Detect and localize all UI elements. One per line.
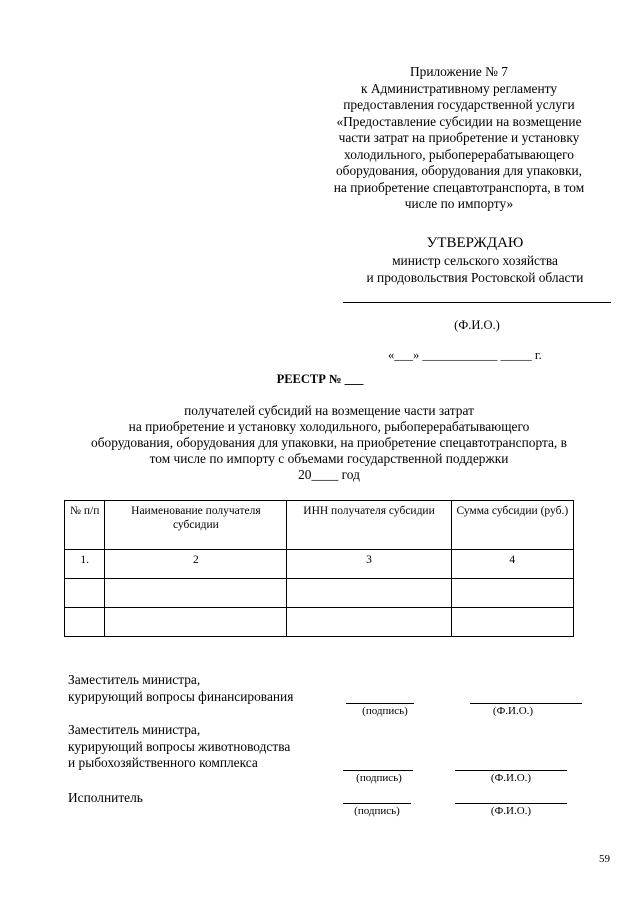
table-cell [451, 579, 573, 608]
header-recipient-name: Наименование получателя субсидии [105, 501, 287, 550]
table-cell [105, 608, 287, 637]
approval-signature-line [343, 302, 611, 303]
page-number: 59 [599, 853, 610, 865]
label-line: курирующий вопросы животноводства [68, 738, 291, 754]
subtitle-line: 20____ год [298, 467, 360, 482]
executor-signature-line [343, 803, 411, 804]
table-cell: 1. [65, 550, 105, 579]
table-row [65, 579, 574, 608]
table-cell [287, 608, 451, 637]
appendix-line: Приложение № 7 [409, 64, 509, 79]
table-cell: 2 [105, 550, 287, 579]
executor-label: Исполнитель [68, 790, 143, 805]
table-cell: 4 [451, 550, 573, 579]
livestock-fio-line [455, 770, 567, 771]
finance-signature-caption: (подпись) [362, 705, 408, 717]
appendix-line: оборудования, оборудования для упаковки, [335, 163, 583, 178]
header-number: № п/п [65, 501, 105, 550]
approval-position: министр сельского хозяйства [392, 253, 558, 268]
subtitle-line: на приобретение и установку холодильного, рыбоперерабатывающего [128, 419, 530, 434]
executor-signature-caption: (подпись) [354, 805, 400, 817]
table-cell [65, 608, 105, 637]
table-cell [65, 579, 105, 608]
registry-title: РЕЕСТР № ___ [276, 372, 364, 386]
table-cell: 3 [287, 550, 451, 579]
label-line: и рыбохозяйственного комплекса [68, 755, 258, 770]
approval-date: «___» ____________ _____ г. [388, 348, 542, 362]
finance-fio-caption: (Ф.И.О.) [492, 705, 534, 717]
appendix-line: числе по импорту» [404, 196, 514, 211]
table-cell [105, 579, 287, 608]
appendix-line: холодильного, рыбоперерабатывающего [344, 146, 574, 162]
approval-block [330, 234, 620, 286]
appendix-line: на приобретение спецавтотранспорта, в том [333, 179, 585, 195]
label-line: курирующий вопросы финансирования [68, 688, 294, 704]
header-inn: ИНН получателя субсидии [287, 501, 451, 550]
table-cell [451, 608, 573, 637]
label-line: Заместитель министра, [68, 672, 201, 687]
appendix-line: к Административному регламенту [360, 80, 558, 96]
table-cell [287, 579, 451, 608]
subtitle-line: том числе по импорту с объемами государственной поддержки [149, 451, 509, 466]
appendix-line: «Предоставление субсидии на возмещение [336, 113, 582, 129]
appendix-line: предоставления государственной услуги [343, 97, 575, 112]
executor-fio-caption: (Ф.И.О.) [490, 805, 532, 817]
subtitle-line: получателей субсидий на возмещение части затрат [184, 403, 474, 418]
subtitle-line: оборудования, оборудования для упаковки, на приобретение спецавтотранспорта, в [91, 435, 567, 450]
table-number-row [65, 550, 574, 579]
appendix-header [314, 64, 604, 213]
livestock-signature-line [343, 770, 413, 771]
table-row [65, 608, 574, 637]
executor-fio-line [455, 803, 567, 804]
livestock-deputy-label [68, 722, 290, 772]
table-header-row [65, 501, 574, 550]
livestock-fio-caption: (Ф.И.О.) [490, 772, 532, 784]
label-line: Заместитель министра, [68, 722, 201, 737]
livestock-signature-caption: (подпись) [356, 772, 402, 784]
approval-heading: УТВЕРЖДАЮ [426, 235, 524, 251]
finance-signature-line [346, 703, 414, 704]
registry-subtitle [40, 403, 618, 483]
finance-deputy-label [68, 672, 293, 705]
appendix-line: части затрат на приобретение и установку [338, 130, 580, 145]
finance-fio-line [470, 703, 582, 704]
registry-table [64, 500, 574, 637]
header-subsidy-amount: Сумма субсидии (руб.) [451, 501, 573, 550]
approval-position: и продовольствия Ростовской области [366, 270, 584, 285]
approval-fio: (Ф.И.О.) [454, 318, 500, 332]
